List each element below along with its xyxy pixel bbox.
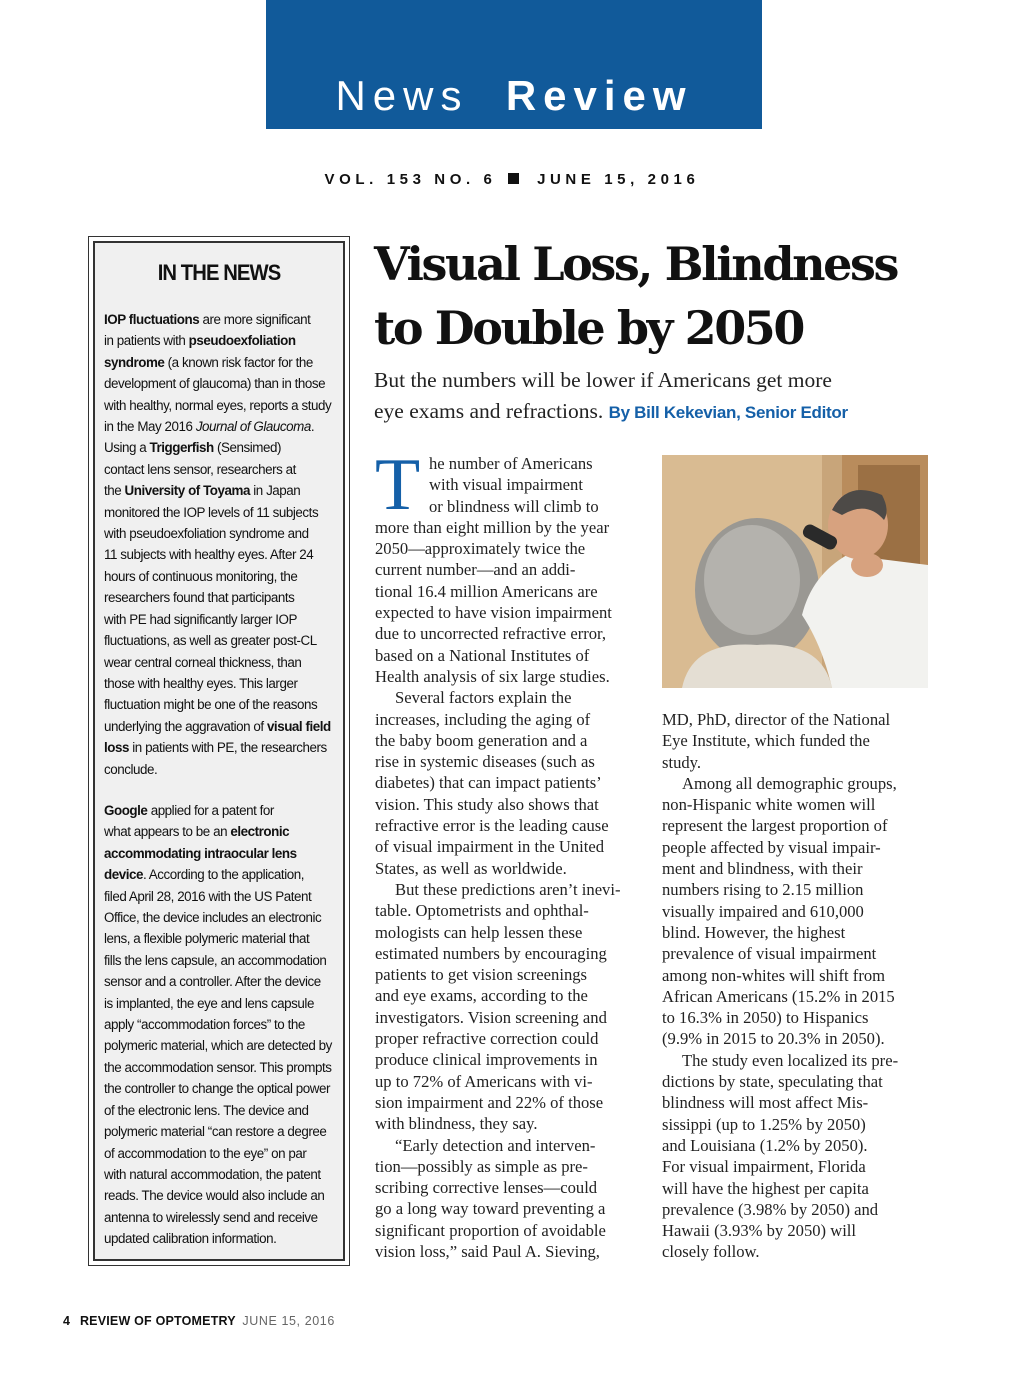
text-line: patients to get vision screenings bbox=[375, 965, 587, 985]
text-line: (9.9% in 2015 to 20.3% in 2050). bbox=[662, 1029, 885, 1049]
text-line: States, as well as worldwide. bbox=[375, 858, 567, 878]
text-line: sissippi (up to 1.25% by 2050) bbox=[662, 1114, 866, 1134]
text-line: Hawaii (3.93% by 2050) will bbox=[662, 1221, 857, 1241]
article-column-1 bbox=[375, 444, 621, 1262]
text-line: blindness will most affect Mis- bbox=[662, 1093, 869, 1113]
sidebar-heading: IN THE NEWS bbox=[157, 260, 281, 285]
text-line: expected to have vision impairment bbox=[375, 603, 612, 623]
section-banner bbox=[266, 0, 762, 129]
text-line: refractive error is the leading cause bbox=[375, 816, 609, 836]
text-line: African Americans (15.2% in 2015 bbox=[662, 986, 895, 1006]
text-line: blind. However, the highest bbox=[662, 922, 846, 942]
text-line: ment and blindness, with their bbox=[662, 859, 863, 879]
text-line: mologists can help lessen these bbox=[375, 922, 583, 942]
text-line: and Louisiana (1.2% by 2050). bbox=[662, 1135, 868, 1155]
text-line: study. bbox=[662, 752, 702, 772]
text-line: Several factors explain the bbox=[395, 688, 572, 708]
article-deck: But the numbers will be lower if Americans get more eye exams and refractions. By Bill Kekevian, Senior Editor bbox=[374, 368, 848, 423]
text-line: closely follow. bbox=[662, 1242, 760, 1262]
text-line: based on a National Institutes of bbox=[375, 645, 590, 665]
volume-number: VOL. 153 NO. 6 bbox=[324, 171, 497, 188]
text-line: sion impairment and 22% of those bbox=[375, 1092, 604, 1112]
footer-date: JUNE 15, 2016 bbox=[242, 1314, 335, 1328]
text-line: more than eight million by the year bbox=[375, 517, 610, 537]
text-line: non-Hispanic white women will bbox=[662, 795, 876, 815]
text-line: people affected by visual impair- bbox=[662, 837, 881, 857]
text-line: rise in systemic diseases (such as bbox=[375, 752, 595, 772]
article-column-2 bbox=[662, 709, 898, 1263]
issue-line bbox=[0, 171, 1024, 188]
text-line: table. Optometrists and ophthal- bbox=[375, 901, 589, 921]
text-line: due to uncorrected refractive error, bbox=[375, 624, 607, 644]
text-line: Eye Institute, which funded the bbox=[662, 731, 870, 751]
publication-name: REVIEW OF OPTOMETRY bbox=[79, 1314, 236, 1328]
text-line: MD, PhD, director of the National bbox=[662, 710, 891, 729]
sidebar-panel bbox=[93, 241, 345, 1261]
text-line: or blindness will climb to bbox=[429, 496, 599, 516]
text-line: 2050—approximately twice the bbox=[375, 539, 586, 559]
text-line: visually impaired and 610,000 bbox=[662, 901, 864, 921]
text-line: Health analysis of six large studies. bbox=[375, 666, 610, 686]
text-line: diabetes) that can impact patients’ bbox=[375, 773, 602, 793]
text-line: numbers rising to 2.15 million bbox=[662, 880, 864, 900]
text-line: The study even localized its pre- bbox=[682, 1050, 899, 1070]
text-line: estimated numbers by encouraging bbox=[375, 943, 607, 963]
drop-cap: T bbox=[375, 444, 421, 526]
text-line: tional 16.4 million Americans are bbox=[375, 581, 598, 601]
article-headline: Visual Loss, Blindness to Double by 2050 bbox=[374, 237, 897, 355]
section-title: News Review bbox=[335, 72, 693, 119]
text-line: represent the largest proportion of bbox=[662, 816, 888, 836]
text-line: But these predictions aren’t inevi- bbox=[395, 879, 621, 899]
text-line: with visual impairment bbox=[429, 475, 583, 495]
text-line: tion—possibly as simple as pre- bbox=[375, 1156, 588, 1176]
text-line: vision. This study also shows that bbox=[375, 794, 599, 814]
page-number: 4 bbox=[63, 1314, 70, 1328]
text-line: For visual impairment, Florida bbox=[662, 1157, 866, 1177]
doctor-examining-patient-image bbox=[662, 455, 928, 688]
sidebar-item-iop: IOP fluctuations are more significant in patients with pseudoexfoliation syndrome (a known risk factor for the development of glaucoma) than in those with healthy, normal eyes, reports a study in the May 2016 Journal of Glaucoma. Using a Triggerfish (Sensimed) contact lens sensor, researchers at the University of Toyama in Japan monitored the IOP levels of 11 subjects with pseudoexfoliation syndrome and 11 subjects with healthy eyes. After 24 hours of continuous monitoring, the researchers found that participants with PE had significantly larger IOP fluctuations, as well as greater post-CL wear central corneal thickness, than those with healthy eyes. This larger fluctuation might be one of the reasons underlying the aggravation of visual field loss in patients with PE, the researchers conclude. bbox=[104, 312, 332, 777]
in-the-news-sidebar bbox=[88, 236, 350, 1266]
sidebar-item-google: Google applied for a patent for what appears to be an electronic accommodating intraocular lens device. According to the application, filed April 28, 2016 with the US Patent Office, the device includes an electronic lens, a flexible polymeric material that fills the lens capsule, an accommodation sensor and a controller. After the device is implanted, the eye and lens capsule apply “accommodation forces” to the polymeric material, which are detected by the accommodation sensor. This prompts the controller to change the optical power of the electronic lens. The device and polymeric material “can restore a degree of accommodation to the eye” on par with natural accommodation, the patent reads. The device would also include an antenna to wirelessly send and receive updated calibration information. bbox=[104, 803, 332, 1247]
page-footer bbox=[63, 1314, 335, 1328]
text-line: scribing corrective lenses—could bbox=[375, 1178, 598, 1198]
text-line: will have the highest per capita bbox=[662, 1178, 869, 1198]
text-line: current number—and an addi- bbox=[375, 560, 576, 580]
text-line: to 16.3% in 2050) to Hispanics bbox=[662, 1008, 869, 1028]
text-line: investigators. Vision screening and bbox=[375, 1007, 607, 1027]
text-line: significant proportion of avoidable bbox=[375, 1220, 606, 1240]
text-line: prevalence (3.98% by 2050) and bbox=[662, 1199, 879, 1219]
text-line: of visual impairment in the United bbox=[375, 837, 605, 857]
text-line: dictions by state, speculating that bbox=[662, 1072, 883, 1092]
text-line: vision loss,” said Paul A. Sieving, bbox=[375, 1241, 600, 1261]
exam-photo bbox=[662, 455, 928, 688]
issue-date: JUNE 15, 2016 bbox=[537, 171, 700, 188]
text-line: increases, including the aging of bbox=[375, 709, 591, 729]
text-line: with blindness, they say. bbox=[375, 1114, 538, 1134]
text-line: up to 72% of Americans with vi- bbox=[375, 1071, 593, 1091]
text-line: he number of Americans bbox=[429, 454, 593, 473]
text-line: produce clinical improvements in bbox=[375, 1050, 598, 1070]
text-line: among non-whites will shift from bbox=[662, 965, 886, 985]
text-line: proper refractive correction could bbox=[375, 1029, 599, 1049]
byline: By Bill Kekevian, Senior Editor bbox=[608, 403, 848, 422]
square-bullet-icon bbox=[508, 173, 519, 184]
text-line: and eye exams, according to the bbox=[375, 986, 588, 1006]
text-line: prevalence of visual impairment bbox=[662, 944, 877, 964]
text-line: the baby boom generation and a bbox=[375, 730, 588, 750]
text-line: go a long way toward preventing a bbox=[375, 1199, 606, 1219]
text-line: “Early detection and interven- bbox=[395, 1135, 596, 1155]
text-line: Among all demographic groups, bbox=[682, 773, 897, 793]
